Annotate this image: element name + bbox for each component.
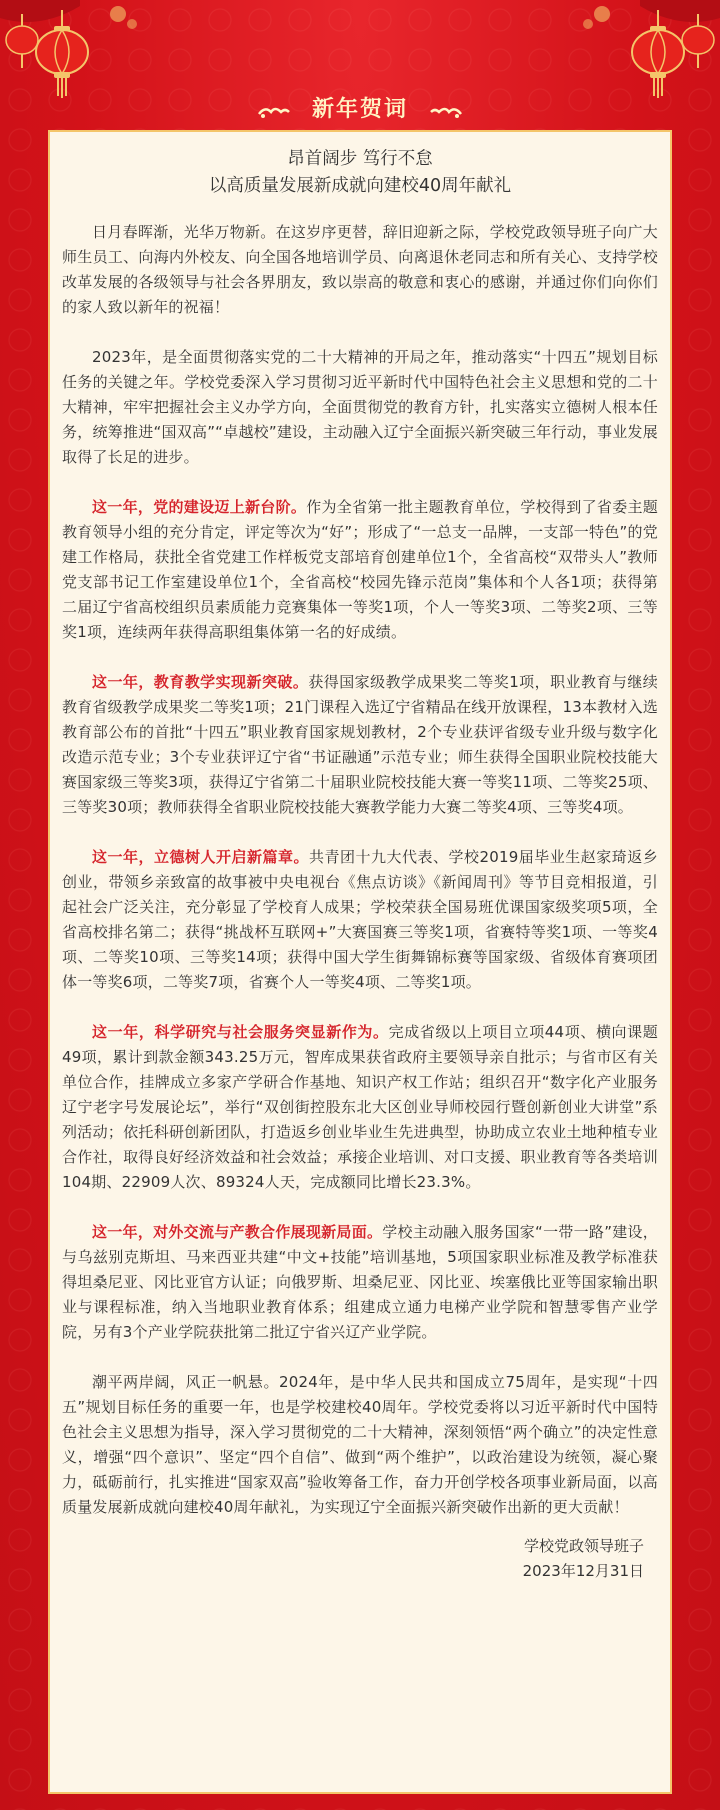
- banner-title: 新年贺词: [311, 97, 408, 122]
- paragraph: [62, 495, 658, 645]
- red-lantern-icon: [0, 0, 150, 100]
- signature-date: 2023年12月31日: [522, 1562, 644, 1580]
- cloud-ornament-icon: [429, 104, 463, 120]
- paragraph-lead: 这一年，立德树人开启新篇章。: [92, 848, 310, 866]
- paragraph: [62, 1370, 658, 1520]
- signature-org: 学校党政领导班子: [523, 1537, 644, 1555]
- paragraph: [62, 220, 658, 320]
- paragraph: [62, 345, 658, 470]
- paragraph: [62, 845, 658, 995]
- letter-content: [62, 132, 658, 1584]
- paragraph-text: 2023年，是全面贯彻落实党的二十大精神的开局之年，推动落实“十四五”规划目标任务的关键之年。学校党委深入学习贯彻习近平新时代中国特色社会主义思想和党的二十大精神，牢牢把握社会主义办学方向，全面贯彻党的教育方针，扎实落实立德树人根本任务，统筹推进“国双高”“卓越校”建设，主动融入辽宁全面振兴新突破三年行动，事业发展取得了长足的进步。: [62, 348, 658, 466]
- paragraph: [62, 670, 658, 820]
- paragraph: [62, 1220, 658, 1345]
- paragraph-text: 学校主动融入服务国家“一带一路”建设，与乌兹别克斯坦、马来西亚共建“中文+技能”培训基地，5项国家职业标准及教学标准获得坦桑尼亚、冈比亚官方认证；向俄罗斯、坦桑尼亚、冈比亚、埃塞俄比亚等国家输出职业与课程标准，纳入当地职业教育体系；组建成立通力电梯产业学院和智慧零售产业学院，另有3个产业学院获批第二批辽宁省兴辽产业学院。: [62, 1223, 658, 1341]
- paragraph-text: 共青团十九大代表、学校2019届毕业生赵家琦返乡创业，带领乡亲致富的故事被中央电视台《焦点访谈》《新闻周刊》等节目竞相报道，引起社会广泛关注，充分彰显了学校育人成果；学校荣获全国易班优课国家级奖项5项，全省高校排名第二；获得“挑战杯互联网+”大赛国赛三等奖1项，省赛特等奖1项、一等奖4项、二等奖10项、三等奖14项；获得中国大学生街舞锦标赛等国家级、省级体育赛项团体一等奖6项，二等奖7项，省赛个人一等奖4项、二等奖1项。: [62, 848, 658, 991]
- paragraph-text: 获得国家级教学成果奖二等奖1项，职业教育与继续教育省级教学成果奖二等奖1项；21门课程入选辽宁省精品在线开放课程，13本教材入选教育部公布的首批“十四五”职业教育国家规划教材，2个专业获评省级专业升级与数字化改造示范专业；3个专业获评辽宁省“书证融通”示范专业；师生获得全国职业院校技能大赛国家级三等奖3项，获得辽宁省第二十届职业院校技能大赛一等奖11项、二等奖25项、三等奖30项；教师获得全省职业院校技能大赛教学能力大赛二等奖4项、三等奖4项。: [62, 673, 658, 816]
- paragraph-text: 日月春晖渐，光华万物新。在这岁序更替，辞旧迎新之际，学校党政领导班子向广大师生员工、向海内外校友、向全国各地培训学员、向离退休老同志和所有关心、支持学校改革发展的各级领导与社会各界朋友，致以崇高的敬意和衷心的感谢，并通过你们向你们的家人致以新年的祝福！: [62, 223, 658, 316]
- paragraph-lead: 这一年，对外交流与产教合作展现新局面。: [92, 1223, 383, 1241]
- cloud-ornament-icon: [257, 104, 291, 120]
- heading-line-1: 昂首阔步 笃行不怠: [287, 149, 433, 169]
- banner-title-bar: [0, 88, 720, 132]
- paragraph-text: 潮平两岸阔，风正一帆悬。2024年，是中华人民共和国成立75周年，是实现“十四五”规划目标任务的重要一年，也是学校建校40周年。学校党委将以习近平新时代中国特色社会主义思想为指导，深入学习贯彻党的二十大精神，深刻领悟“两个确立”的决定性意义，增强“四个意识”、坚定“四个自信”、做到“两个维护”，以政治建设为统领，凝心聚力，砥砺前行，扎实推进“国家双高”验收筹备工作，奋力开创学校各项事业新局面，以高质量发展新成就向建校40周年献礼，为实现辽宁全面振兴新突破作出新的更大贡献！: [62, 1373, 658, 1516]
- paragraph: [62, 1020, 658, 1195]
- paragraph-lead: 这一年，科学研究与社会服务突显新作为。: [92, 1023, 389, 1041]
- paragraph-text: 完成省级以上项目立项44项、横向课题49项，累计到款金额343.25万元，智库成果获省政府主要领导亲自批示；与省市区有关单位合作，挂牌成立多家产学研合作基地、知识产权工作站；组织召开“数字化产业服务辽宁老字号发展论坛”，举行“双创街控股东北大区创业导师校园行暨创新创业大讲堂”系列活动；依托科研创新团队，打造返乡创业毕业生先进典型，协助成立农业土地种植专业合作社，取得良好经济效益和社会效益；承接企业培训、对口支援、职业教育等各类培训104期、22909人次、89324人天，完成额同比增长23.3%。: [62, 1023, 658, 1191]
- paragraph-text: 作为全省第一批主题教育单位，学校得到了省委主题教育领导小组的充分肯定，评定等次为“好”；形成了“一总支一品牌，一支部一特色”的党建工作格局，获批全省党建工作样板党支部培育创建单位1个，全省高校“双带头人”教师党支部书记工作室建设单位1个，全省高校“校园先锋示范岗”集体和个人各1项；获得第二届辽宁省高校组织员素质能力竞赛集体一等奖1项，个人一等奖3项、二等奖2项、三等奖1项，连续两年获得高职组集体第一名的好成绩。: [62, 498, 658, 641]
- heading-line-2: 以高质量发展新成就向建校40周年献礼: [208, 176, 512, 196]
- red-lantern-icon: [570, 0, 720, 100]
- paragraph-lead: 这一年，党的建设迈上新台阶。: [92, 498, 307, 516]
- paragraph-lead: 这一年，教育教学实现新突破。: [92, 673, 309, 691]
